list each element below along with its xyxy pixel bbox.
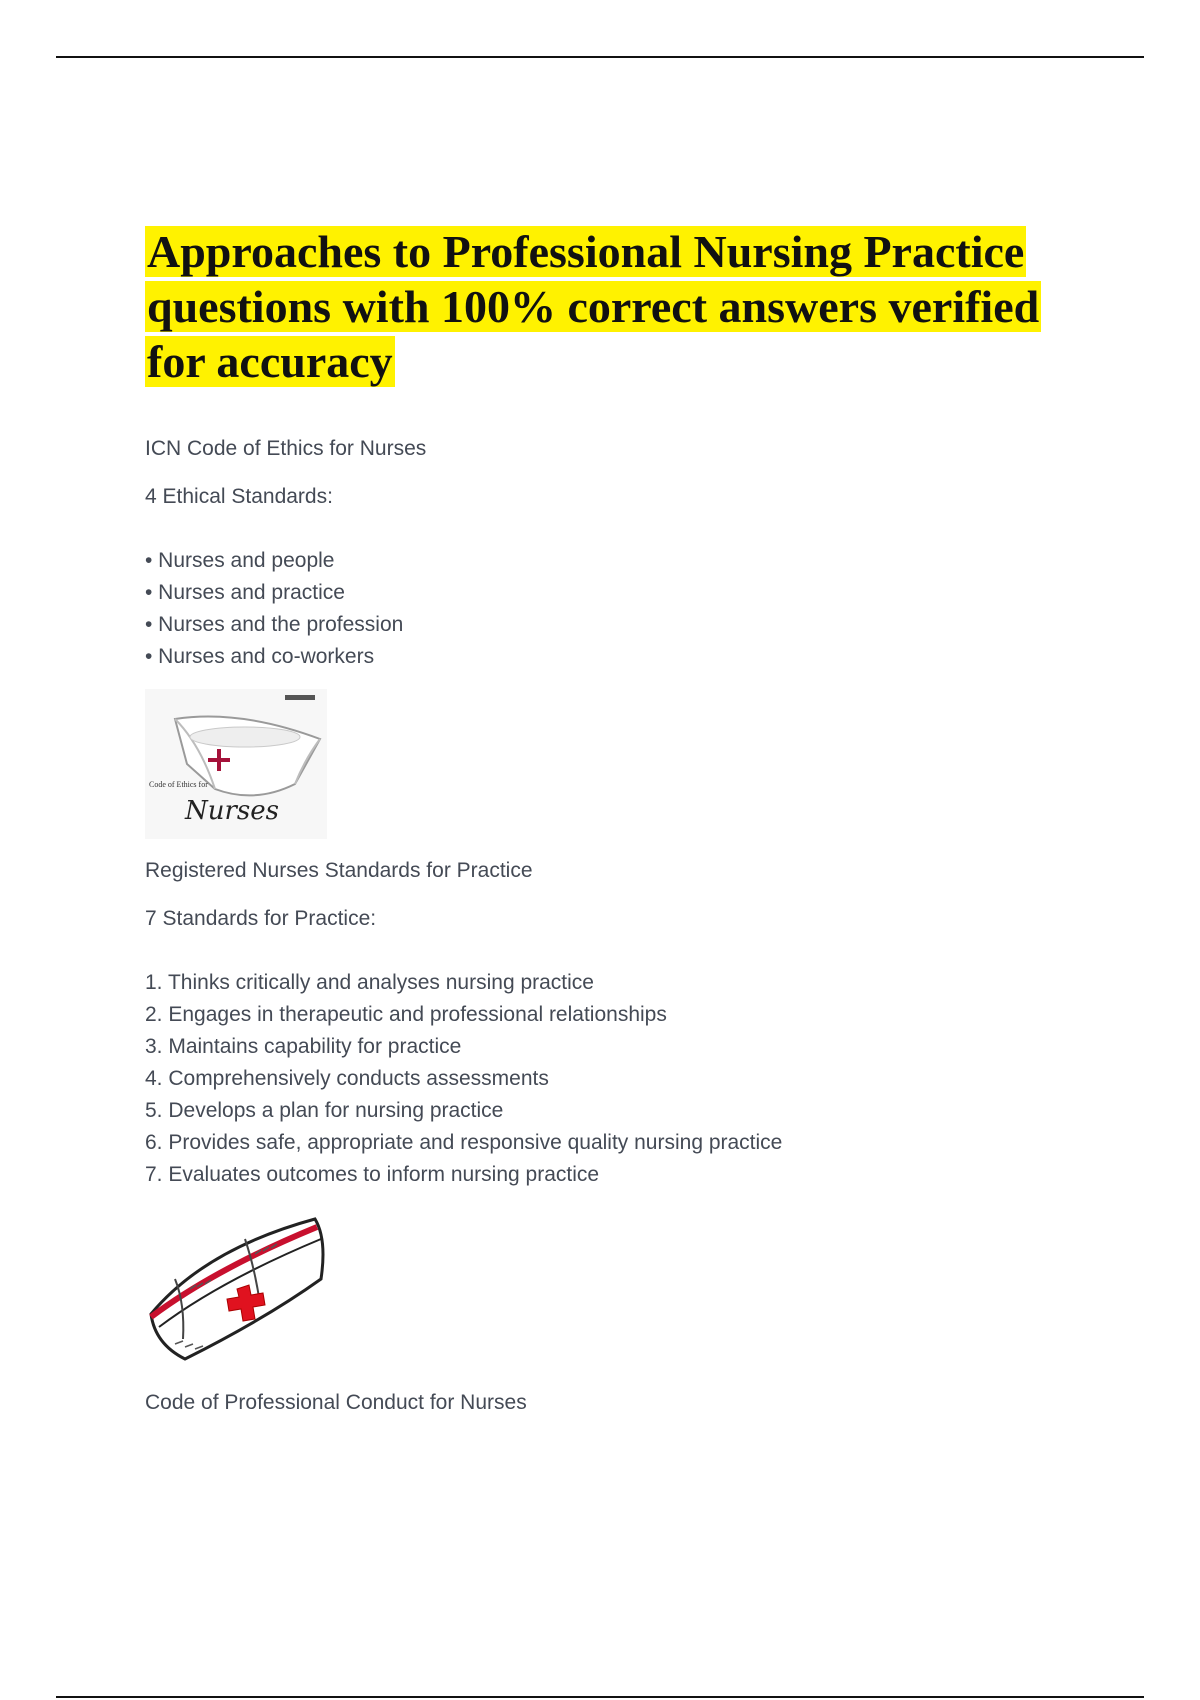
practice-standards-list [145, 967, 1095, 1191]
section-subheading: 7 Standards for Practice: [145, 907, 377, 930]
section-rn-standards [145, 855, 1095, 1369]
bottom-rule [56, 1696, 1144, 1698]
list-item: • Nurses and the profession [145, 613, 404, 636]
list-item: 3. Maintains capability for practice [145, 1035, 462, 1058]
list-item: 4. Comprehensively conducts assessments [145, 1067, 549, 1090]
list-item: 2. Engages in therapeutic and professional relationships [145, 1003, 667, 1026]
section-heading: Registered Nurses Standards for Practice [145, 859, 533, 882]
ethical-standards-list [145, 545, 1095, 673]
image-caption-script: Nurses [185, 796, 279, 826]
document-title: Approaches to Professional Nursing Practice questions with 100% correct answers verified for accuracy [147, 226, 1040, 387]
top-rule [56, 56, 1144, 58]
section-subheading: 4 Ethical Standards: [145, 485, 333, 508]
section-heading: Code of Professional Conduct for Nurses [145, 1391, 527, 1414]
list-item: • Nurses and co-workers [145, 645, 375, 668]
section-icn-code [145, 433, 1095, 839]
list-item: 6. Provides safe, appropriate and responsive quality nursing practice [145, 1131, 783, 1154]
document-body [145, 224, 1095, 1419]
image-caption-small: Code of Ethics for [149, 780, 208, 789]
section-code-of-conduct [145, 1387, 1095, 1419]
list-item: 7. Evaluates outcomes to inform nursing practice [145, 1163, 600, 1186]
list-item: 1. Thinks critically and analyses nursing practice [145, 971, 594, 994]
nurse-cap-drawing-icon [145, 1209, 327, 1369]
list-item: 5. Develops a plan for nursing practice [145, 1099, 504, 1122]
section-heading: ICN Code of Ethics for Nurses [145, 437, 427, 460]
list-item: • Nurses and people [145, 549, 335, 572]
list-item: • Nurses and practice [145, 581, 345, 604]
nurse-cap-book-cover-icon [145, 689, 327, 839]
